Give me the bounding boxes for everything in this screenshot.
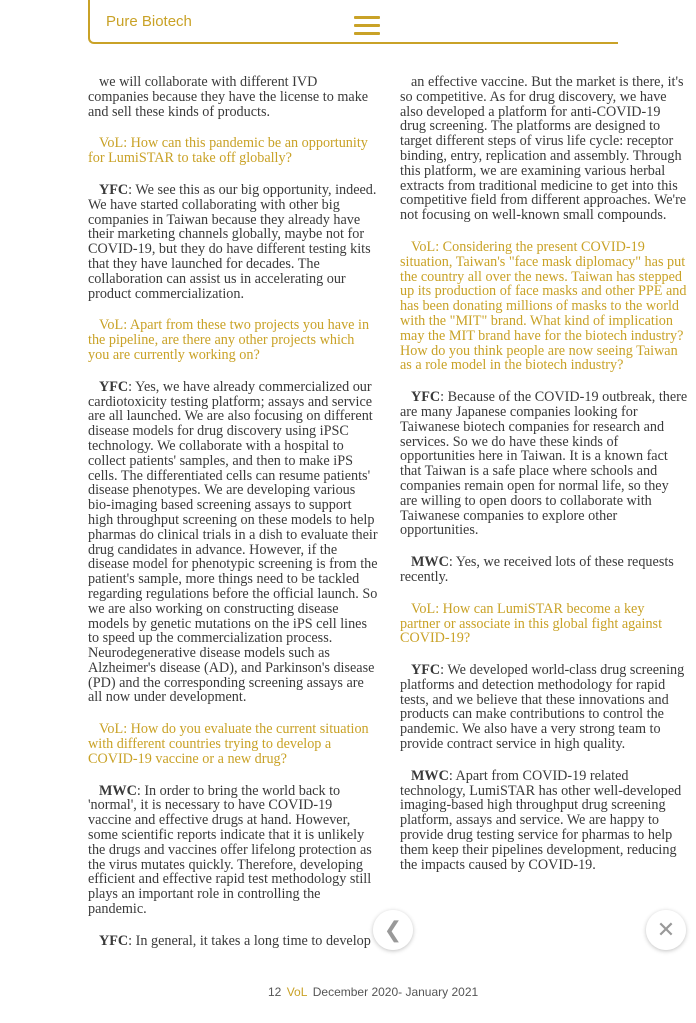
issue-date: December 2020- January 2021	[312, 985, 479, 999]
paragraph-text: : We developed world-class drug screening platforms and detection methodology for rapid tests, and we believe that these innovations and products can make contributions to control the pandemic. We also have a very strong team to provide contract service in high quality.	[400, 662, 685, 753]
answer-paragraph	[400, 390, 688, 538]
paragraph-text: : How do you evaluate the current situation with different countries trying to develop a COVID-19 vaccine or a new drug?	[88, 721, 369, 767]
paragraph-text: : Considering the present COVID-19 situation, Taiwan's "face mask diplomacy" has put the country all over the news. Taiwan has stepped up its production of face masks and other PPE and has been donating millions of masks to the world with the "MIT" brand. What kind of implication may the MIT brand have for the biotech industry? How do you think people are now seeing Taiwan as a role model in the biotech industry?	[400, 238, 687, 374]
question-paragraph	[400, 240, 688, 373]
answer-paragraph	[88, 183, 378, 301]
speaker-label: VoL	[99, 721, 124, 738]
right-column	[400, 75, 688, 889]
speaker-label: VoL	[411, 600, 436, 617]
paragraph-text: : How can this pandemic be an opportunity for LumiSTAR to take off globally?	[88, 135, 368, 167]
answer-paragraph	[400, 769, 688, 873]
paragraph-text: : How can LumiSTAR become a key partner or associate in this global fight against COVID-19?	[400, 600, 663, 647]
answer-paragraph	[88, 75, 378, 119]
speaker-label: VoL	[99, 317, 124, 334]
paragraph-text: : Yes, we received lots of these requests recently.	[400, 554, 674, 585]
menu-icon[interactable]	[354, 16, 380, 38]
speaker-label: MWC	[99, 782, 137, 799]
paragraph-text: : Yes, we have already commercialized our cardiotoxicity testing platform; assays and service are all launched. We are also focusing on different disease models for drug discovery using iPSC technology. We collaborate with a hospital to collect patients' samples, and then to make iPS cells. The differentiated cells can resume patients' disease phenotypes. We are developing various bio-imaging based screening assays to support high throughput screening on these models to help pharmas do clinical trials in a dish to evaluate their drug candidates in advance. However, if the disease model for phenotypic screening is from the patient's sample, more things need to be tackled regarding regulations before the official launch. So we are also working on constructing disease models by genetic mutations on the iPS cell lines to speed up the commercialization process. Neurodegenerative disease models such as Alzheimer's disease (AD), and Parkinson's disease (PD) and the corresponding screening assays are all now under development.	[88, 378, 378, 706]
answer-paragraph	[88, 784, 378, 917]
speaker-label: YFC	[99, 181, 129, 198]
speaker-label: VoL	[99, 135, 124, 152]
chevron-left-icon[interactable]: ❮	[373, 910, 413, 950]
paragraph-text: we will collaborate with different IVD companies because they have the license to make and sell these kinds of products.	[88, 74, 369, 120]
page-footer	[268, 985, 478, 999]
magazine-name: VoL	[286, 985, 308, 999]
speaker-label: VoL	[411, 238, 436, 255]
left-column	[88, 75, 378, 966]
answer-paragraph	[400, 75, 688, 223]
answer-paragraph	[88, 934, 378, 949]
question-paragraph	[88, 136, 378, 166]
answer-paragraph	[400, 555, 688, 585]
speaker-label: MWC	[411, 554, 449, 571]
speaker-label: YFC	[99, 378, 129, 395]
speaker-label: MWC	[411, 767, 449, 784]
paragraph-text: : In order to bring the world back to 'normal', it is necessary to have COVID-19 vaccine and effective drugs at hand. However, some scientific reports indicate that it is unlikely the drugs and vaccines offer lifelong protection as the virus mutates quickly. Therefore, developing efficient and effective rapid test methodology still plays an important role in controlling the pandemic.	[88, 782, 372, 918]
answer-paragraph	[400, 663, 688, 752]
paragraph-text: an effective vaccine. But the market is there, it's so competitive. As for drug discovery, we have also developed a platform for anti-COVID-19 drug screening. The platforms are designed to target different steps of virus life cycle: receptor binding, entry, replication and assembly. Through this platform, we are examining various herbal extracts from traditional medicine to get into this competitive field from different approaches. We're not focusing on well-known small compounds.	[400, 74, 687, 224]
question-paragraph	[88, 318, 378, 362]
paragraph-text: : We see this as our big opportunity, indeed. We have started collaborating with other big companies in Taiwan because they already have their marketing channels globally, maybe not for COVID-19, but they do have different testing kits that they have launched for decades. The collaboration can assist us in accelerating our product commercialization.	[88, 181, 377, 302]
speaker-label: YFC	[99, 932, 129, 949]
answer-paragraph	[88, 380, 378, 706]
page-header	[88, 0, 618, 44]
close-icon[interactable]: ✕	[646, 910, 686, 950]
paragraph-text: : Apart from these two projects you have in the pipeline, are there any other projects which you are currently working on?	[88, 317, 370, 363]
paragraph-text: : In general, it takes a long time to develop	[128, 932, 371, 949]
speaker-label: YFC	[411, 389, 441, 406]
question-paragraph	[400, 602, 688, 646]
paragraph-text: : Apart from COVID-19 related technology, LumiSTAR has other well-developed imaging-based high throughput drug screening platform, assays and service. We are happy to provide drug testing service for pharmas to help them keep their pipelines development, reducing the impacts caused by COVID-19.	[400, 767, 682, 873]
question-paragraph	[88, 722, 378, 766]
speaker-label: YFC	[411, 662, 441, 679]
paragraph-text: : Because of the COVID-19 outbreak, there are many Japanese companies looking for Taiwanese biotech companies for research and services. So we do have these kinds of opportunities here in Taiwan. It is a known fact that Taiwan is a safe place where schools and companies remain open for normal life, so they are willing to open doors to collaborate with Taiwanese companies to explore other opportunities.	[400, 389, 688, 539]
brand-name: Pure Biotech	[106, 13, 192, 30]
page-number: 12	[268, 985, 282, 999]
